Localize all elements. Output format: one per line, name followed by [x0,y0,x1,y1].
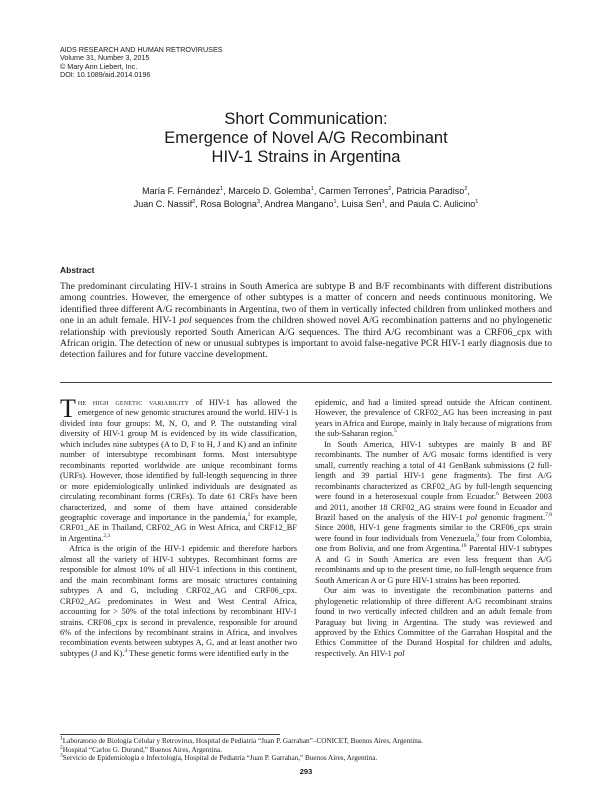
footnotes [60,737,552,763]
paragraph: The high genetic variability of HIV-1 has allowed the emergence of new genomic structures around the world. HIV-1 is divided into four groups: M, N, O, and P. The outstanding viral diversity of HIV-1 group M is evidenced by its wide classification, which includes nine subtypes (A to D, F to H, J and K) and an infinite number of intersubtype recombinant forms. Most intersubtype recombinants reported worldwide are unique recombinant forms (URFs). However, those identified by full-length sequencing in three or more epidemiologically unlinked individuals are designated as circulating recombinant forms (CRFs). To date 61 CRFs have been characterized, and some of them have attained considerable geographic coverage and importance in the pandemia,$^1$ for example, CRF01_AE in Thailand, CRF02_AG in West Africa, and CRF12_BF in Argentina.$^{2,3}$ [60,394,298,543]
journal-copyright: © Mary Ann Liebert, Inc. [60,61,138,71]
article-title [0,110,612,167]
journal-header [60,46,223,80]
body-column-left [60,394,298,659]
body-column-right [315,398,552,659]
author-list [0,185,612,211]
paragraph: Our aim was to investigate the recombination patterns and phylogenetic relationship of three different A/G recombinant strains found in two vertically infected children and an adult female from Paraguay but living in Argentina. The study was reviewed and approved by the Ethics Committee of the Garrahan Hospital and the Ethics Committee of the Durand Hospital for children and adults, respectively. An HIV-1 pol [315,586,552,658]
drop-cap: T [60,394,76,423]
author: Patricia Paradiso [396,186,465,196]
journal-name: AIDS RESEARCH AND HUMAN RETROVIRUSES [60,45,223,54]
author: Luisa Sen [341,199,382,210]
footnote-2: $^2$Hospital “Carlos G. Durand,” Buenos Aires, Argentina. [60,744,222,754]
title-line-1: Emergence of Novel A/G Recombinant [164,129,448,147]
author: María F. Fernández [142,186,221,196]
author-line-1: María F. Fernández$^1$, Marcelo D. Golemba$^1$, Carmen Terrones$^2$, Patricia Paradiso$^2$, [142,186,470,196]
page-number: 293 [299,767,313,776]
paragraph: In South America, HIV-1 subtypes are mainly B and BF recombinants. The number of A/G mosaic forms identified is very small, currently reaching a total of 41 GenBank submissions (2 full-length and 39 partial HIV-1 gene fragments). The first A/G recombinants characterized as CRF02_AG by full-length sequencing were found in a heterosexual couple from Ecuador.$^6$ Between 2003 and 2011, another 18 CRF02_AG strains were found in Ecuador and Brazil based on the analysis of the HIV-1 pol genomic fragment.$^{7,8}$ Since 2008, HIV-1 gene fragments similar to the CRF06_cpx strain were found in four individuals from Venezuela,$^9$ four from Colombia, one from Bolivia, and one from Argentina.$^{10}$ Parental HIV-1 subtypes A and G in South America are even less frequent than A/G recombinants and up to the present time, no full-length sequence from South American A or G pure HIV-1 strains has been reported. [315,439,552,585]
author: Marcelo D. Golemba [228,186,311,196]
author: Juan C. Nassif [133,199,193,210]
article-type: Short Communication: [224,110,388,128]
footnote-3: $^3$Servicio de Epidemiología e Infectología, Hospital de Pediatría “Juan P. Garrahan,” Buenos Aires, Argentina. [60,753,378,763]
footnote-divider [60,734,280,735]
abstract-heading: Abstract [60,265,95,275]
journal-doi[interactable]: DOI: 10.1089/aid.2014.0196 [60,70,151,80]
author: Andrea Mangano [264,199,334,210]
paragraph: Africa is the origin of the HIV-1 epidemic and therefore harbors almost all the variety of HIV-1 subtypes. Recombinant forms are responsible for almost 10% of all HIV-1 infections in this continent, and the main recombinant forms are mosaic structures containing subtypes A and G, including CRF02_AG and CRF06_cpx. CRF02_AG predominates in West and West Central Africa, accounting for > 50% of the total infections by recombinant HIV-1 strains. CRF06_cpx is second in prevalence, responsible for around 6% of the infections by recombinant strains in Africa, and involves recombination events between subtypes A, G, and at least another two subtypes (J and K).$^4$ These genetic forms were identified early in the [60,544,297,658]
author-line-2: Juan C. Nassif$^2$, Rosa Bologna$^3$, Andrea Mangano$^1$, Luisa Sen$^1$, and Paula C. Aulicino$^1$ [133,199,479,210]
paragraph: epidemic, and had a limited spread outside the African continent. However, the prevalence of CRF02_AG has been increasing in past years in Africa and Europe, mainly in Italy because of migrations from the sub-Saharan region.$^5$ [315,398,552,439]
journal-volume: Volume 31, Number 3, 2015 [60,53,150,63]
abstract-text: The predominant circulating HIV-1 strains in South America are subtype B and B/F recombinants with different distributions among countries. However, the emergence of other subtypes is a matter of concern and needs continuous monitoring. We identified three different A/G recombinants in Argentina, two of them in vertically infected children from unlinked mothers and one in an adult female. HIV-1 pol sequences from the children showed novel A/G recombination patterns and no phylogenetic relationship with previously reported South American A/G sequences. The third A/G recombinant was a CRF06_cpx with African origin. The detection of new or unusual subtypes is important to avoid false-negative PCR HIV-1 early diagnosis due to detection failures and for future vaccine development. [60,281,552,361]
section-divider [60,382,552,383]
title-line-2: HIV-1 Strains in Argentina [211,148,401,166]
author: and Paula C. Aulicino [389,199,476,210]
footnote-1: $^1$Laboratorio de Biología Celular y Retrovirus, Hospital de Pediatría “Juan P. Garrahan”–CONICET, Buenos Aires, Argentina. [60,735,423,745]
author: Carmen Terrones [318,186,389,196]
author: Rosa Bologna [200,199,257,210]
